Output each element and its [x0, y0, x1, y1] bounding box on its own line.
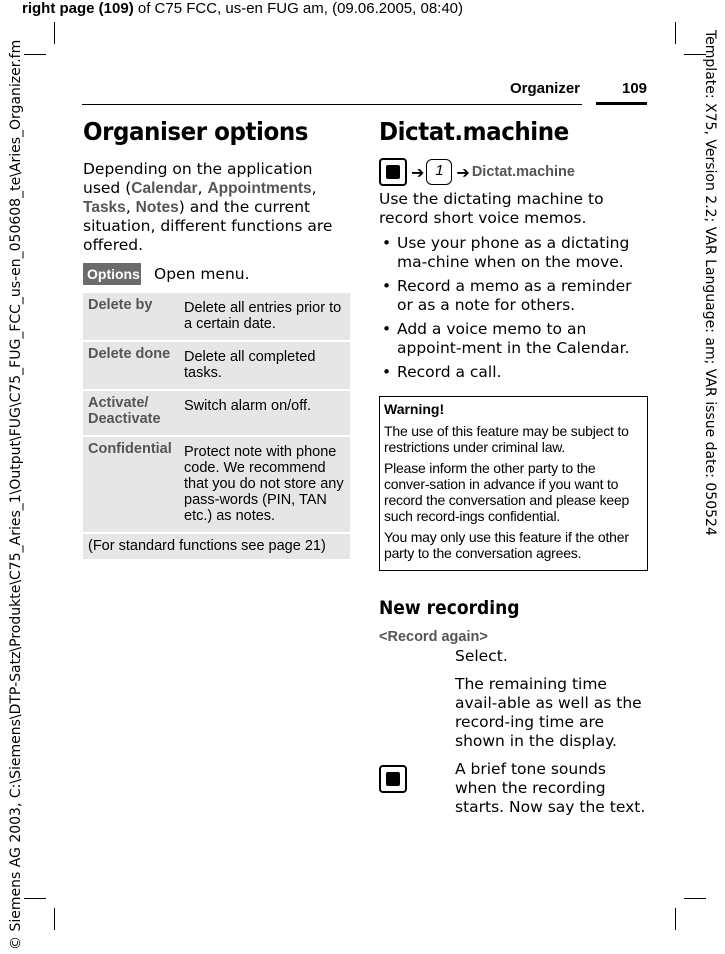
header-rule: [82, 104, 582, 105]
key-one-icon: 1: [426, 159, 452, 185]
warning-box: [379, 396, 648, 571]
dictat-uses-list: [379, 234, 647, 382]
keyword-tasks: Tasks: [83, 199, 126, 216]
dictat-intro: Use the dictating machine to record short voice memos.: [379, 190, 604, 227]
print-header-page: right page (109): [22, 0, 134, 17]
crop-mark: [54, 908, 55, 930]
crop-mark: [684, 898, 706, 899]
list-item: • Add a voice memo to an appoint-ment in the Calendar.: [379, 320, 647, 358]
intro-text: ,: [197, 179, 208, 197]
option-term: Delete by: [83, 293, 179, 340]
left-column: [83, 117, 350, 561]
warning-title: Warning!: [384, 401, 445, 417]
page-number: 109: [622, 80, 648, 97]
option-definition: Delete all entries prior to a certain date.: [179, 293, 350, 340]
step-remaining-time: [379, 675, 647, 751]
table-row: [83, 293, 350, 340]
step-tone: [379, 760, 647, 817]
menu-path-label: Dictat.machine: [471, 164, 575, 180]
keyword-appointments: Appointments: [207, 180, 312, 197]
print-header: [22, 0, 463, 17]
keyword-notes: Notes: [135, 199, 179, 216]
intro-text: Depending on the application used (: [83, 160, 313, 197]
options-softkey: Options: [83, 263, 141, 285]
crop-mark: [675, 22, 676, 44]
crop-mark: [24, 898, 46, 899]
intro-text: ) and the current situation, different functions are offered.: [83, 198, 333, 254]
step-text: A brief tone sounds when the recording starts. Now say the text.: [455, 760, 646, 816]
warning-paragraph: Please inform the other party to the conver-sation in advance if you want to record the conversation and please keep such record-ings confidential.: [384, 460, 630, 524]
crop-mark: [675, 908, 676, 930]
list-item: • Record a call.: [379, 363, 647, 382]
option-term: Activate/ Deactivate: [83, 391, 179, 435]
menu-path: [379, 156, 647, 188]
intro-text: ,: [125, 198, 136, 216]
step-select: [379, 647, 647, 666]
option-definition: Protect note with phone code. We recommend that you do not store any pass-words (PIN, TAN etc.) as notes.: [179, 437, 350, 532]
crop-mark: [54, 22, 55, 44]
record-again-label: <Record again>: [379, 629, 488, 645]
warning-paragraph: You may only use this feature if the other party to the conversation agrees.: [384, 529, 629, 561]
step-text: The remaining time avail-able as well as the record-ing time are shown in the display.: [455, 675, 642, 750]
center-key-icon: [379, 765, 407, 793]
header-rule-page: [596, 102, 647, 105]
crop-mark: [24, 54, 46, 55]
option-definition: Delete all completed tasks.: [179, 342, 350, 389]
section-heading-organiser-options: Organiser options: [83, 117, 308, 146]
list-item: • Use your phone as a dictating ma-chine when on the move.: [379, 234, 647, 272]
arrow-right-icon: ➔: [456, 162, 470, 182]
table-footer-note: (For standard functions see page 21): [83, 534, 350, 559]
table-row: [83, 342, 350, 389]
side-copyright-path: © Siemens AG 2003, C:\Siemens\DTP-Satz\Produkte\C75_Aries_1\Output\FUG\C75_FUG_FCC_us-en_050608_te\Aries_Organizer.fm: [8, 39, 24, 950]
center-key-icon: [379, 158, 407, 186]
list-item: • Record a memo as a reminder or as a note for others.: [379, 277, 647, 315]
print-header-info: of C75 FCC, us-en FUG am, (09.06.2005, 08:40): [133, 0, 464, 17]
table-row: [83, 391, 350, 435]
keyword-calendar: Calendar: [131, 180, 198, 197]
running-header-title: Organizer: [510, 80, 581, 97]
side-template-info: Template: X75, Version 2.2; VAR Language: am; VAR issue date: 050524: [702, 30, 718, 536]
warning-paragraph: The use of this feature may be subject to restrictions under criminal law.: [384, 423, 629, 455]
options-table: [83, 291, 350, 561]
options-row: [83, 263, 350, 285]
table-row: [83, 534, 350, 559]
option-definition: Switch alarm on/off.: [179, 391, 350, 435]
table-row: [83, 437, 350, 532]
option-term: Confidential: [83, 437, 179, 532]
step-text: Select.: [455, 647, 508, 665]
organiser-intro: [83, 160, 350, 255]
intro-text: ,: [311, 179, 317, 197]
arrow-right-icon: ➔: [411, 162, 425, 182]
right-column: [379, 117, 647, 817]
option-term: Delete done: [83, 342, 179, 389]
section-heading-dictat-machine: Dictat.machine: [379, 117, 569, 146]
options-description: Open menu.: [154, 264, 250, 283]
subheading-new-recording: New recording: [379, 597, 520, 619]
